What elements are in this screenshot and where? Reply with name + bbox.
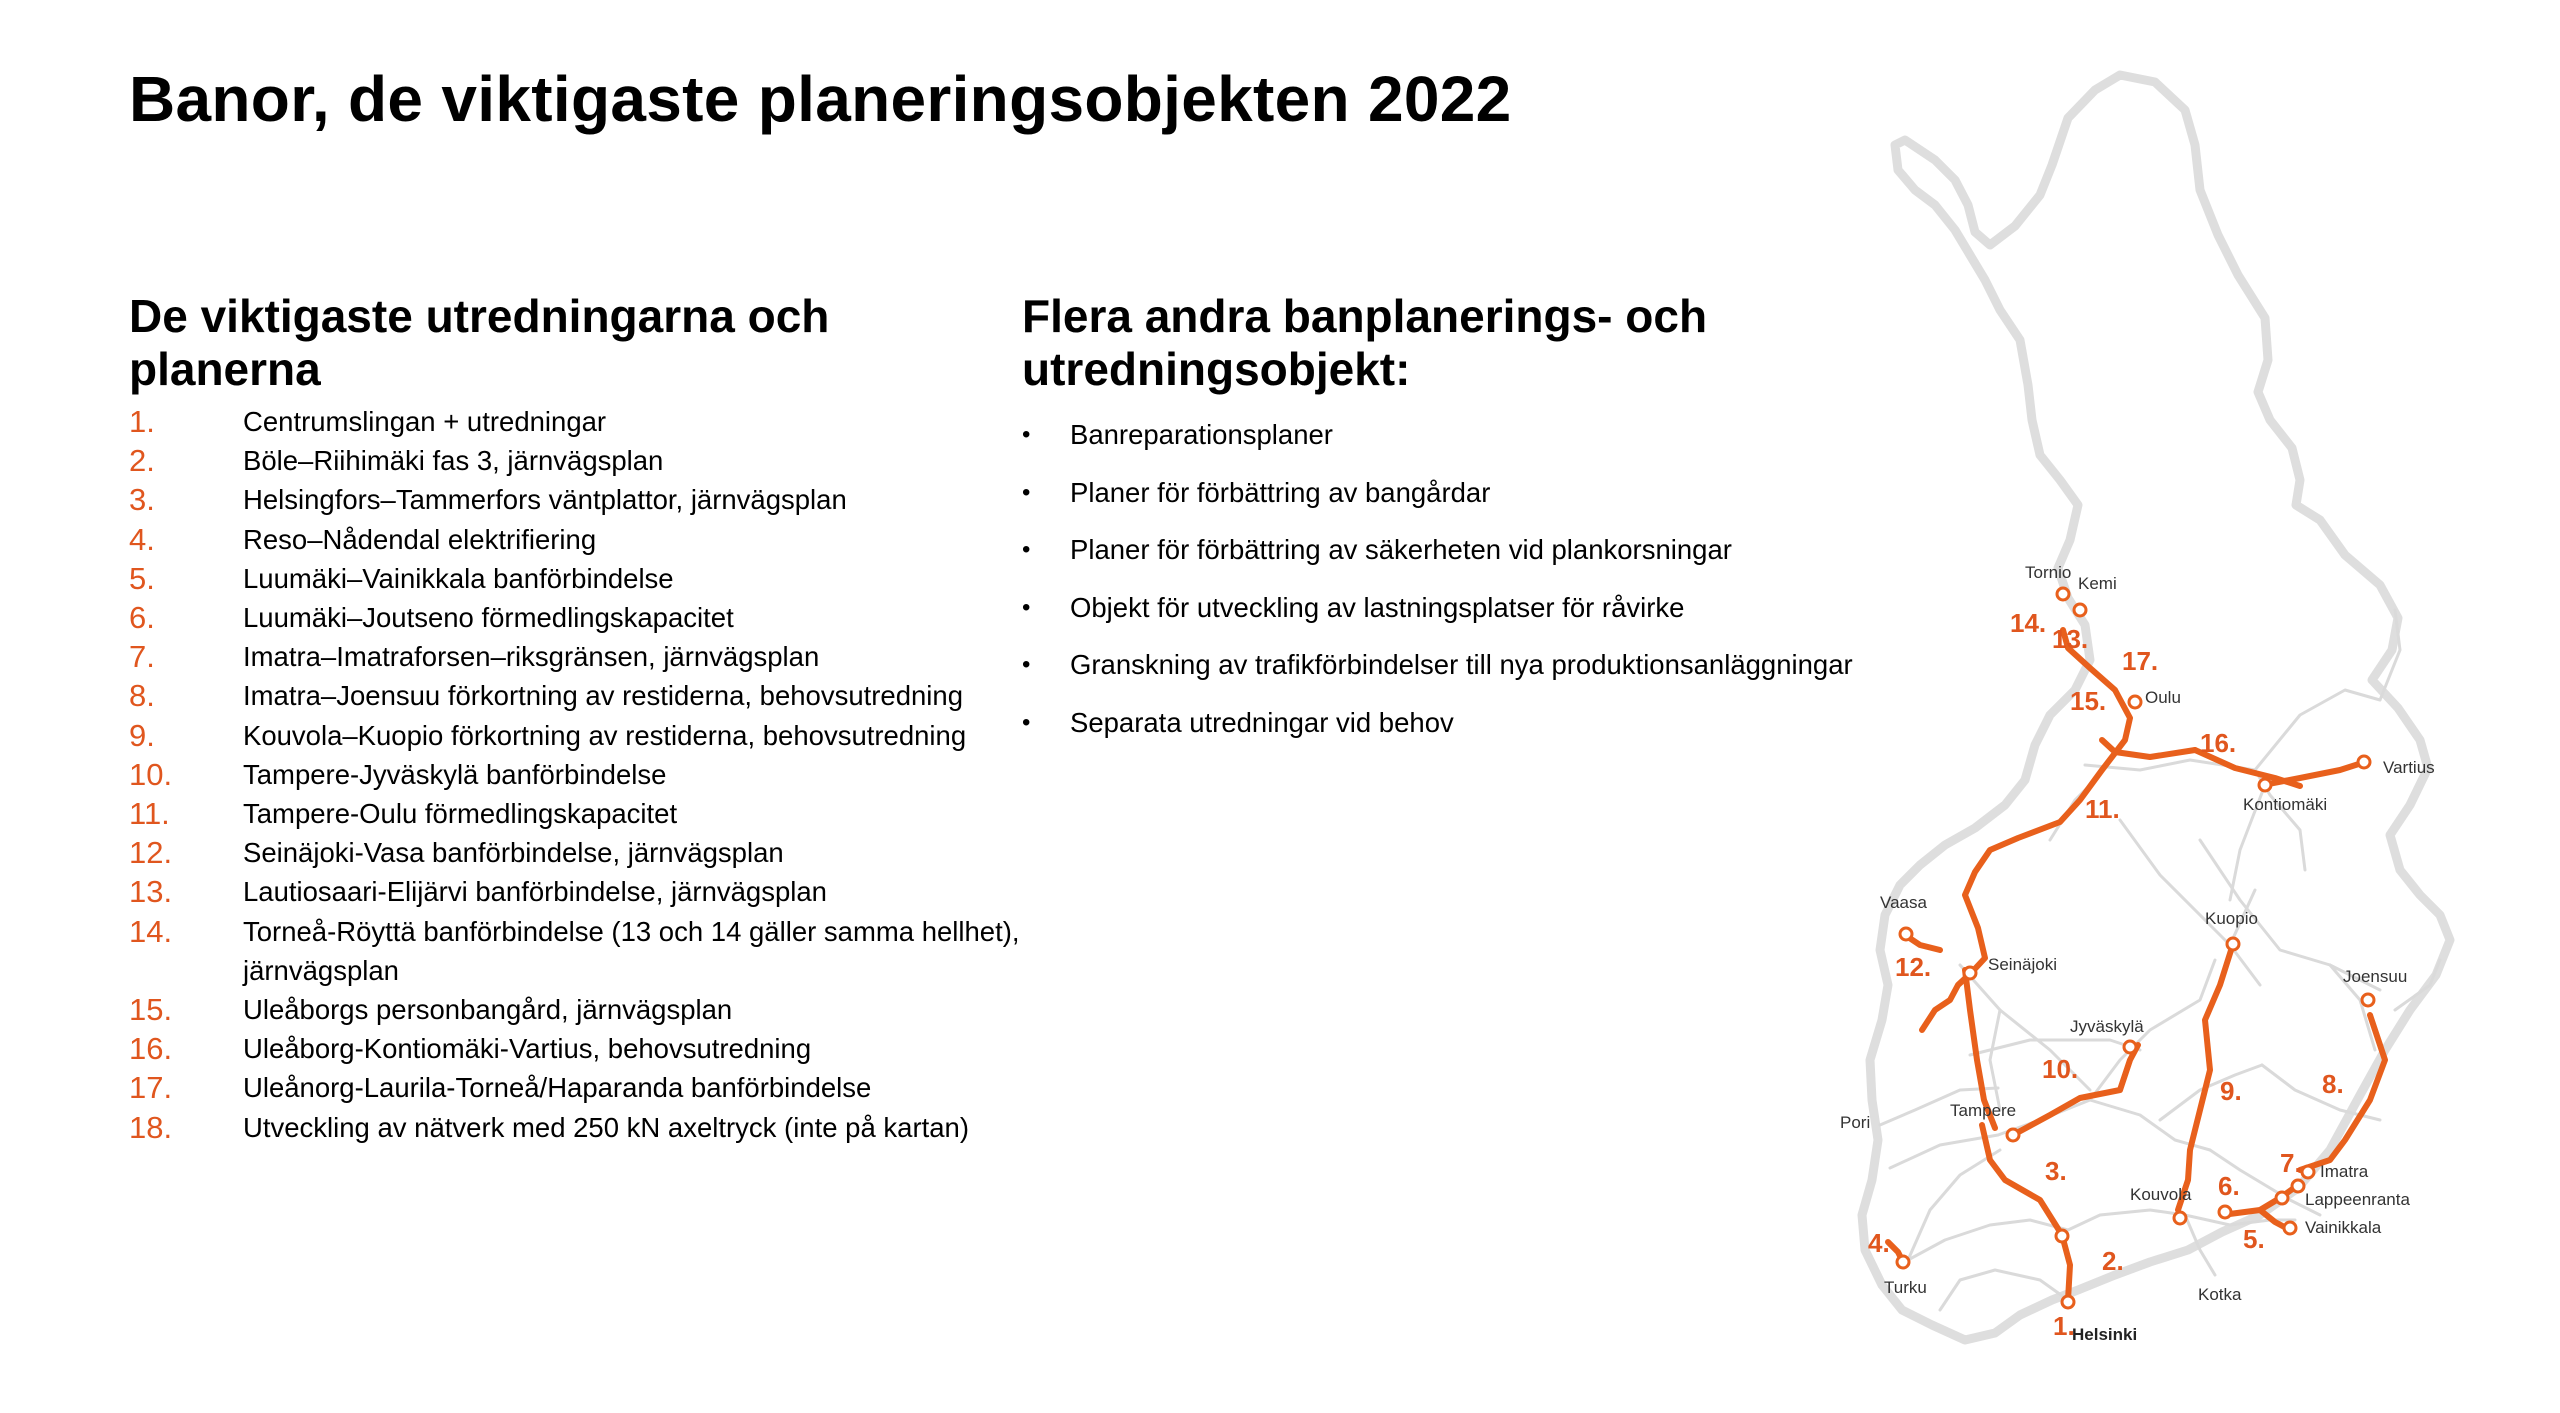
list-item [129,833,1123,872]
city-label-oulu: Oulu [2145,688,2181,707]
item-number: 11. [129,796,170,832]
map-number-9: 9. [2220,1076,2242,1106]
item-number: 5. [129,560,155,596]
map-number-5: 5. [2243,1224,2265,1254]
list-item [129,520,1123,559]
city-label-kouvola: Kouvola [2130,1185,2192,1204]
studies-heading: De viktigaste utredningarna och planerna [129,290,830,395]
bullet-text: Separata utredningar vid behov [1070,706,1454,738]
item-text: Uleånorg-Laurila-Torneå/Haparanda banförbindelse [243,1072,872,1104]
city-label-kotka: Kotka [2198,1285,2242,1304]
item-text: Utveckling av nätverk med 250 kN axeltryck (inte på kartan) [243,1111,969,1143]
map-number-4: 4. [1868,1228,1890,1258]
list-item [129,676,1123,715]
item-number: 1. [129,404,155,439]
item-number: 3. [129,482,155,518]
map-number-3: 3. [2045,1156,2067,1186]
item-text: Centrumslingan + utredningar [243,406,607,437]
list-item [129,794,1123,833]
map-number-15: 15. [2070,686,2107,716]
item-number: 10. [129,756,173,792]
bullet-dot-icon: • [1022,478,1031,506]
item-number: 13. [129,874,173,910]
bullet-item [1022,648,1853,681]
map-number-6: 6. [2218,1171,2240,1201]
list-item [129,716,1123,755]
item-number: 2. [129,443,155,479]
item-text: Uleåborg-Kontiomäki-Vartius, behovsutredning [243,1033,812,1065]
city-label-helsinki: Helsinki [2072,1325,2138,1344]
map-number-2: 2. [2102,1246,2124,1276]
item-number: 17. [129,1070,173,1106]
item-text: Reso–Nådendal elektrifiering [243,523,597,555]
list-item [129,990,1123,1029]
item-text: Lautiosaari-Elijärvi banförbindelse, järnvägsplan [243,876,827,908]
bullet-dot-icon: • [1022,421,1031,448]
map-number-16: 16. [2200,728,2237,758]
item-number: 7. [129,639,155,675]
item-text: Kouvola–Kuopio förkortning av restiderna, behovsutredning [243,719,967,751]
finland-rail-map [1840,40,2480,1360]
item-number: 6. [129,600,155,636]
city-label-vaasa: Vaasa [1880,893,1927,912]
list-item [129,559,1123,598]
city-label-vartius: Vartius [2383,758,2435,777]
map-number-10: 10. [2042,1054,2079,1084]
item-text: Helsingfors–Tammerfors väntplattor, järnvägsplan [243,484,847,516]
city-label-seinajoki: Seinäjoki [1988,955,2057,974]
list-item [129,402,1123,441]
city-label-tornio: Tornio [2025,563,2072,582]
item-number: 9. [129,717,155,753]
studies-list [129,402,1123,1147]
page-title: Banor, de viktigaste planeringsobjekten 2022 [129,63,1512,135]
bullet-text: Planer för förbättring av säkerheten vid plankorsningar [1070,534,1732,565]
bullet-text: Granskning av trafikförbindelser till nya produktionsanläggningar [1070,649,1853,680]
item-number: 8. [129,678,155,714]
bullet-dot-icon: • [1022,536,1031,563]
map-number-7: 7. [2280,1148,2302,1178]
item-number: 14. [129,913,173,949]
bullet-item [1022,476,1853,509]
item-text: Torneå-Röyttä banförbindelse (13 och 14 gäller samma hellhet), järnvägsplan [243,915,1020,986]
item-text: Imatra–Imatraforsen–riksgränsen, järnvägsplan [243,641,820,673]
city-label-pori: Pori [1840,1113,1871,1132]
list-item [129,598,1123,637]
item-text: Uleåborgs personbangård, järnvägsplan [243,994,733,1026]
city-label-turku: Turku [1884,1278,1927,1297]
city-label-kontiomaki: Kontiomäki [2243,795,2328,814]
bullet-item [1022,533,1853,566]
bullet-text: Planer för förbättring av bangårdar [1070,476,1491,508]
city-label-kemi: Kemi [2078,574,2117,593]
city-label-kuopio: Kuopio [2205,909,2258,928]
list-item [129,912,1123,990]
map-number-17: 17. [2122,646,2159,676]
item-text: Tampere-Jyväskylä banförbindelse [243,758,667,790]
bullet-text: Banreparationsplaner [1070,419,1333,450]
bullet-item [1022,706,1853,739]
item-text: Luumäki–Joutseno förmedlingskapacitet [243,602,734,634]
other-objects-heading: Flera andra banplanerings- och utredningsobjekt: [1022,290,1708,395]
item-text: Böle–Riihimäki fas 3, järnvägsplan [243,445,664,477]
bullet-item [1022,418,1853,451]
map-number-14: 14. [2010,608,2047,638]
map-number-1: 1. [2053,1311,2075,1341]
bullet-dot-icon: • [1022,651,1031,678]
city-label-imatra: Imatra [2320,1162,2369,1181]
item-text: Luumäki–Vainikkala banförbindelse [243,562,674,594]
item-text: Seinäjoki-Vasa banförbindelse, järnvägsplan [243,837,784,869]
list-item [129,1029,1123,1068]
city-label-vainikkala: Vainikkala [2305,1218,2382,1237]
item-number: 18. [129,1109,173,1145]
finland-outline [1862,75,2450,1340]
list-item [129,441,1123,480]
other-objects-list [1022,418,1853,763]
bullet-dot-icon: • [1022,593,1031,621]
list-item [129,755,1123,794]
list-item [129,480,1123,519]
map-number-13: 13. [2052,624,2089,654]
bullet-item [1022,591,1853,624]
item-number: 12. [129,835,173,871]
map-number-12: 12. [1895,952,1932,982]
item-text: Tampere-Oulu förmedlingskapacitet [243,798,678,830]
list-item [129,872,1123,911]
city-label-joensuu: Joensuu [2343,967,2408,986]
city-label-lappeenranta: Lappeenranta [2305,1190,2410,1209]
item-text: Imatra–Joensuu förkortning av restiderna, behovsutredning [243,680,964,712]
item-number: 4. [129,521,155,557]
bullet-text: Objekt för utveckling av lastningsplatser för råvirke [1070,591,1685,623]
list-item [129,1068,1123,1107]
list-item [129,1108,1123,1147]
city-label-tampere: Tampere [1950,1101,2017,1120]
map-number-8: 8. [2322,1069,2344,1099]
map-number-11: 11. [2085,794,2120,824]
list-item [129,637,1123,676]
item-number: 16. [129,1031,173,1067]
city-label-jyvaskyla: Jyväskylä [2070,1017,2144,1036]
item-number: 15. [129,992,173,1028]
bullet-dot-icon: • [1022,708,1031,736]
